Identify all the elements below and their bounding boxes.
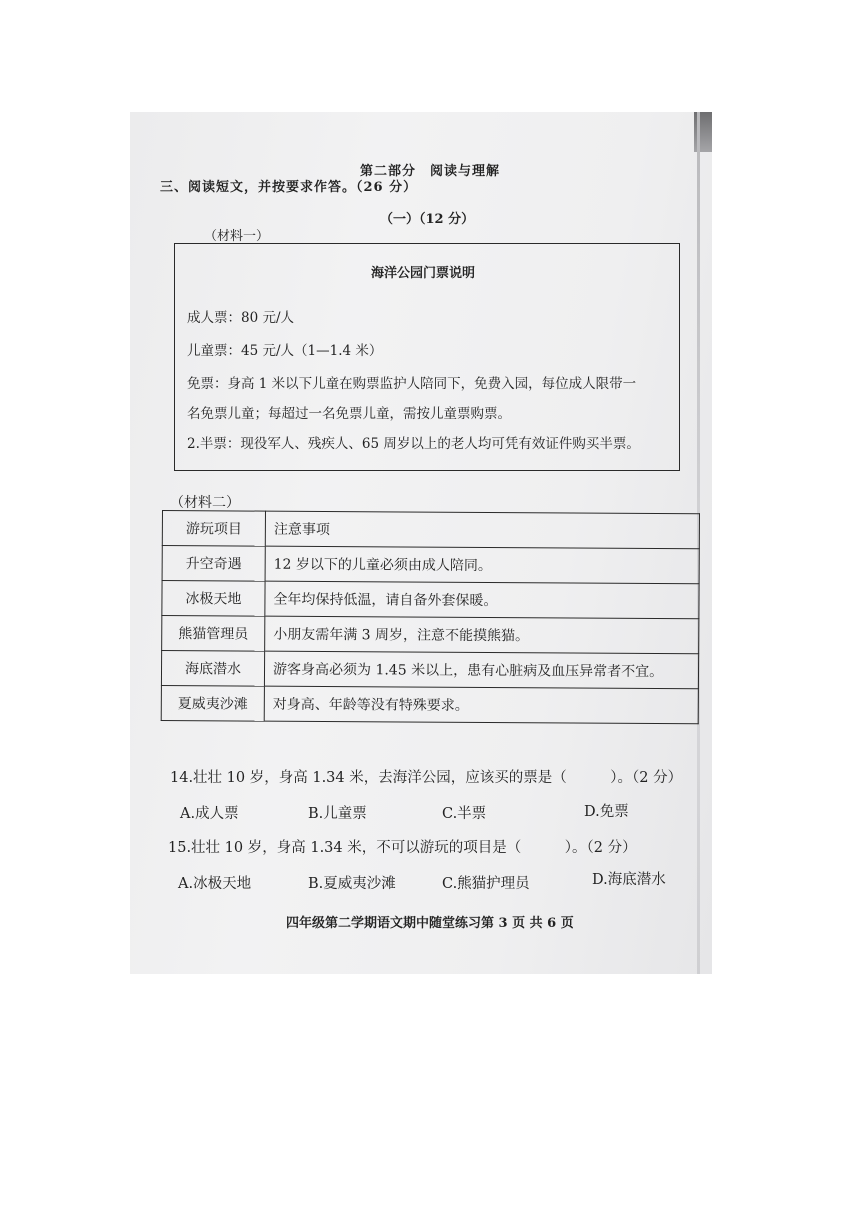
- q14-option-a: A.成人票: [180, 806, 239, 822]
- question-15: 15.壮壮 10 岁，身高 1.34 米，不可以游玩的项目是（ ）。（2 分）: [168, 840, 637, 856]
- table-row: [161, 651, 698, 689]
- table-row: [162, 581, 699, 619]
- table-cell: 小朋友需年满 3 周岁，注意不能摸熊猫。: [265, 616, 699, 654]
- question-14: 14.壮壮 10 岁，身高 1.34 米，去海洋公园，应该买的票是（ ）。（2 分）: [170, 770, 683, 786]
- table-row: [162, 616, 699, 654]
- table-cell: 冰极天地: [162, 581, 265, 617]
- q15-option-d: D.海底潜水: [592, 872, 666, 888]
- ticket-info-box: [174, 243, 680, 471]
- material2-label: （材料二）: [170, 495, 240, 511]
- ticket-line-adult: 成人票：80 元/人: [187, 310, 295, 326]
- table-row: [161, 685, 698, 723]
- table-cell: 全年均保持低温，请自备外套保暖。: [265, 581, 699, 619]
- ticket-line-half: 2.半票：现役军人、残疾人、65 周岁以上的老人均可凭有效证件购买半票。: [187, 436, 640, 452]
- table-cell: 海底潜水: [161, 651, 264, 687]
- table-header-cell: 注意事项: [265, 511, 699, 549]
- section-title: 三、阅读短文，并按要求作答。（26 分）: [160, 180, 418, 195]
- table-header-row: [162, 511, 699, 549]
- table-cell: 对身高、年龄等没有特殊要求。: [264, 686, 698, 724]
- ticket-line-child: 儿童票：45 元/人（1—1.4 米）: [187, 343, 383, 359]
- table-cell: 夏威夷沙滩: [161, 685, 264, 721]
- table-cell: 游客身高必须为 1.45 米以上，患有心脏病及血压异常者不宜。: [264, 651, 698, 689]
- table-header-cell: 游玩项目: [162, 511, 265, 547]
- table-cell: 升空奇遇: [162, 546, 265, 582]
- part-title: 第二部分 阅读与理解: [360, 164, 501, 179]
- sub-title: （一）（12 分）: [380, 212, 475, 227]
- q15-option-a: A.冰极天地: [178, 876, 252, 892]
- q14-option-b: B.儿童票: [308, 806, 367, 822]
- ticket-line-free: 免票：身高 1 米以下儿童在购票监护人陪同下，免费入园，每位成人限带一: [187, 376, 637, 392]
- scanned-exam-page: [130, 112, 712, 974]
- attractions-table: [161, 510, 700, 724]
- ticket-line-free-cont: 名免票儿童；每超过一名免票儿童，需按儿童票购票。: [187, 406, 511, 422]
- q15-option-b: B.夏威夷沙滩: [308, 876, 396, 892]
- table-cell: 熊猫管理员: [162, 616, 265, 652]
- material1-label: （材料一）: [204, 229, 270, 244]
- page-footer: 四年级第二学期语文期中随堂练习第 3 页 共 6 页: [286, 916, 574, 931]
- table-cell: 12 岁以下的儿童必须由成人陪同。: [265, 546, 699, 584]
- table-row: [162, 546, 699, 584]
- q14-option-d: D.免票: [584, 804, 629, 820]
- q15-option-c: C.熊猫护理员: [442, 876, 530, 892]
- ticket-info-title: 海洋公园门票说明: [371, 266, 476, 281]
- q14-option-c: C.半票: [442, 806, 487, 822]
